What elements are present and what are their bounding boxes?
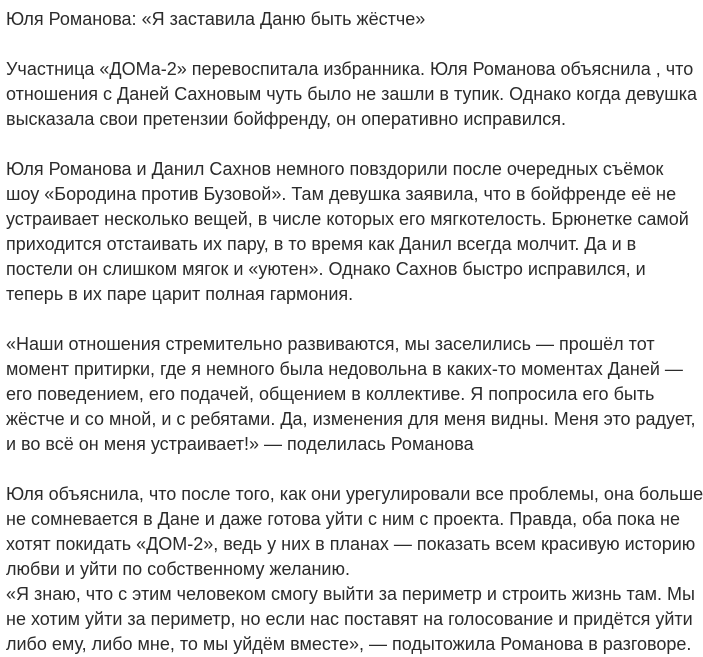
paragraph-line: не хотим уйти за периметр, но если нас поставят на голосование и придётся уйти (6, 609, 693, 629)
paragraph-line: отношения с Даней Сахновым чуть было не зашли в тупик. Однако когда девушка (6, 84, 698, 104)
paragraph-line: хотят покидать «ДОМ-2», ведь у них в планах — показать всем красивую историю (6, 534, 696, 554)
paragraph-line: не сомневается в Дане и даже готова уйти с ним с проекта. Правда, оба пока не (6, 509, 680, 529)
paragraph-line: высказала свои претензии бойфренду, он оперативно исправился. (6, 109, 567, 129)
paragraph-line: любви и уйти по собственному желанию. (6, 559, 350, 579)
paragraph-line: шоу «Бородина против Бузовой». Там девушка заявила, что в бойфренде её не (6, 184, 677, 204)
paragraph-plans (6, 482, 703, 582)
paragraph-intro (6, 57, 698, 132)
paragraph-background (6, 157, 689, 307)
paragraph-line: Юля объяснила, что после того, как они урегулировали все проблемы, она больше (6, 484, 703, 504)
paragraph-line: и во всё он меня устраивает!» — поделилась Романова (6, 434, 474, 454)
paragraph-line: «Я знаю, что с этим человеком смогу выйти за периметр и строить жизнь там. Мы (6, 584, 695, 604)
paragraph-line: его поведением, его подачей, общением в коллективе. Я попросила его быть (6, 384, 655, 404)
paragraph-line: «Наши отношения стремительно развиваются, мы заселились — прошёл тот (6, 334, 655, 354)
paragraph-line: теперь в их паре царит полная гармония. (6, 284, 354, 304)
paragraph-line: приходится отстаивать их пару, в то время как Данил всегда молчит. Да и в (6, 234, 637, 254)
paragraph-line: либо ему, либо мне, то мы уйдём вместе», — подытожила Романова в разговоре. (6, 634, 692, 654)
paragraph-line: момент притирки, где я немного была недовольна в каких-то моментах Даней — (6, 359, 683, 379)
paragraph-line: жёстче и со мной, и с ребятами. Да, изменения для меня видны. Меня это радует, (6, 409, 696, 429)
paragraph-final-quote (6, 582, 695, 657)
paragraph-quote (6, 332, 696, 457)
paragraph-line: Участница «ДОМа-2» перевоспитала избранника. Юля Романова объяснила , что (6, 59, 694, 79)
paragraph-line: Юля Романова и Данил Сахнов немного повздорили после очередных съёмок (6, 159, 664, 179)
paragraph-line: устраивает несколько вещей, в числе которых его мягкотелость. Брюнетке самой (6, 209, 689, 229)
article-title: Юля Романова: «Я заставила Даню быть жёстче» (6, 9, 426, 29)
paragraph-line: постели он слишком мягок и «уютен». Однако Сахнов быстро исправился, и (6, 259, 646, 279)
